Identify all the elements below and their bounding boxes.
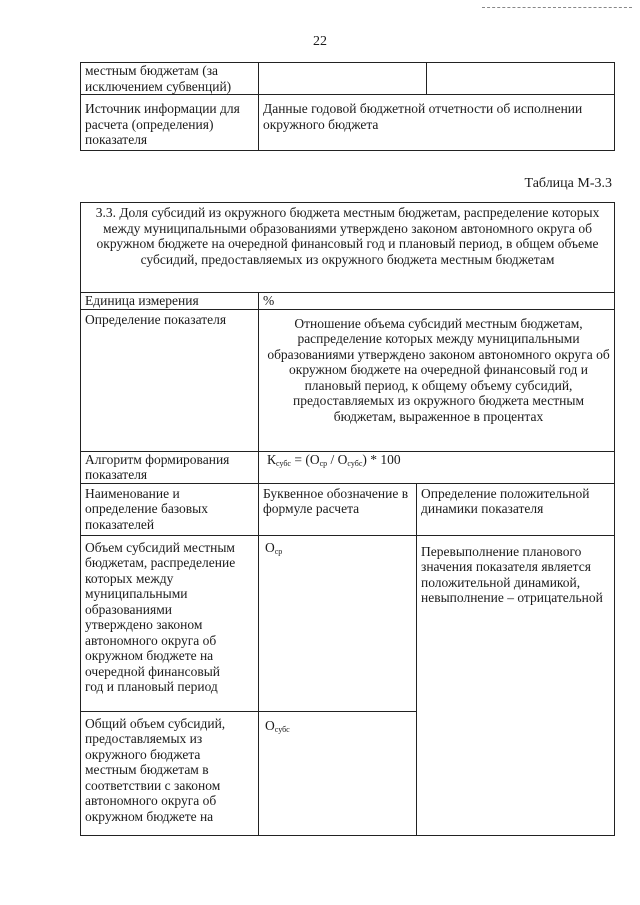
base-indicator-2-name: Общий объем субсидий, предоставляемых из окружного бюджета местным бюджетам в соответствии с законом автономного округа об окружном бюджете на [81,711,259,835]
formula-close: ) * 100 [362,451,401,467]
definition-label: Определение показателя [81,309,259,451]
symbol-1-main: О [265,539,275,555]
formula-o2-sub: субс [347,458,363,468]
symbol-2-sub: субс [274,724,290,734]
scan-edge-mark [482,0,632,8]
formula [259,451,615,483]
col-header-name: Наименование и определение базовых показателей [81,483,259,535]
dynamics-text: Перевыполнение планового значения показателя является положительной динамикой, невыполнение – отрицательной [417,535,615,835]
top-row1-cell2 [259,63,427,95]
page-number: 22 [313,34,327,49]
indicator-heading: 3.3. Доля субсидий из окружного бюджета местным бюджетам, распределение которых между муниципальными образованиями утверждено законом автономного округа об окружном бюджете на очередной финансовый год и плановый период, в общем объеме субсидий, предоставляемых из окружного бюджета местным бюджетам [81,203,615,293]
indicator-table [80,202,615,836]
formula-slash: / О [327,451,348,467]
symbol-2-main: О [265,717,275,733]
source-label: Источник информации для расчета (определения) показателя [81,95,259,151]
source-value: Данные годовой бюджетной отчетности об исполнении окружного бюджета [259,95,615,151]
definition-value: Отношение объема субсидий местным бюджетам, распределение которых между муниципальными образованиями утверждено законом автономного округа об окружном бюджете на очередной финансовый год и плановый период, к общему объему субсидий, предоставляемых из окружного бюджета местным бюджетам, выраженное в процентах [259,309,615,451]
col-header-dynamics: Определение положительной динамики показателя [417,483,615,535]
formula-o1-sub: ср [319,458,328,468]
formula-k: К [267,451,277,467]
col-header-symbol: Буквенное обозначение в формуле расчета [259,483,417,535]
formula-k-sub: субс [276,458,291,468]
base-indicator-1-name: Объем субсидий местным бюджетам, распределение которых между муниципальными образованиями утверждено законом автономного округа об окружном бюджете на очередной финансовый год и плановый период [81,535,259,711]
algorithm-label: Алгоритм формирования показателя [81,451,259,483]
symbol-1-sub: ср [274,546,283,556]
unit-label: Единица измерения [81,293,259,310]
table-caption: Таблица М-3.3 [524,176,612,191]
base-indicator-2-symbol [259,711,417,835]
base-indicator-1-symbol [259,535,417,711]
top-table-continuation [80,62,615,151]
top-row1-cell3 [427,63,615,95]
unit-value: % [259,293,615,310]
formula-eq-open: = (О [290,451,320,467]
top-row1-label: местным бюджетам (за исключением субвенций) [81,63,259,95]
